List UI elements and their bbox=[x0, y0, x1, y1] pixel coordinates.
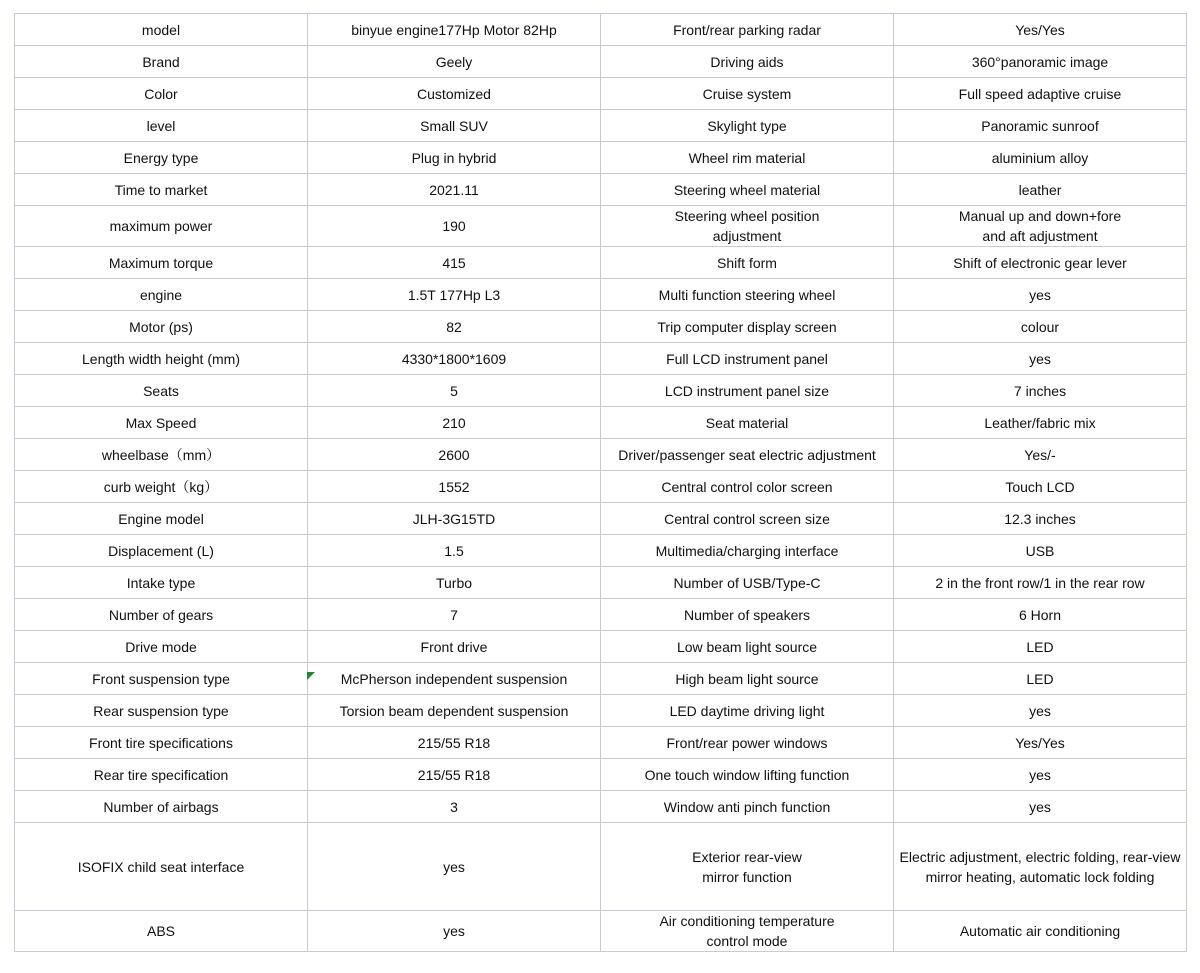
spec-value: LED bbox=[894, 663, 1187, 695]
spec-label: Driving aids bbox=[601, 46, 894, 78]
spec-label: Central control color screen bbox=[601, 471, 894, 503]
spec-label: LED daytime driving light bbox=[601, 695, 894, 727]
table-row bbox=[15, 311, 1187, 343]
spec-label: Time to market bbox=[15, 174, 308, 206]
spec-value: Customized bbox=[308, 78, 601, 110]
spec-value: Automatic air conditioning bbox=[894, 911, 1187, 952]
spec-value: yes bbox=[894, 695, 1187, 727]
spec-value: Touch LCD bbox=[894, 471, 1187, 503]
spec-value: Small SUV bbox=[308, 110, 601, 142]
table-row bbox=[15, 110, 1187, 142]
spec-value: Electric adjustment, electric folding, rear-view mirror heating, automatic lock folding bbox=[894, 823, 1187, 911]
spec-value: 1552 bbox=[308, 471, 601, 503]
spec-value: yes bbox=[894, 791, 1187, 823]
spec-label: Number of USB/Type-C bbox=[601, 567, 894, 599]
spec-value: Shift of electronic gear lever bbox=[894, 247, 1187, 279]
spec-label: Multimedia/charging interface bbox=[601, 535, 894, 567]
spec-label: Engine model bbox=[15, 503, 308, 535]
spec-label: Displacement (L) bbox=[15, 535, 308, 567]
table-row bbox=[15, 142, 1187, 174]
spec-value: 215/55 R18 bbox=[308, 727, 601, 759]
spec-label: Maximum torque bbox=[15, 247, 308, 279]
spec-label: curb weight（kg） bbox=[15, 471, 308, 503]
spec-label: Front tire specifications bbox=[15, 727, 308, 759]
spec-value: Yes/Yes bbox=[894, 14, 1187, 46]
spec-label: Number of speakers bbox=[601, 599, 894, 631]
spec-label: Seats bbox=[15, 375, 308, 407]
spec-value: 415 bbox=[308, 247, 601, 279]
table-row bbox=[15, 727, 1187, 759]
spec-label: High beam light source bbox=[601, 663, 894, 695]
spec-value: LED bbox=[894, 631, 1187, 663]
spec-value: binyue engine177Hp Motor 82Hp bbox=[308, 14, 601, 46]
spec-label: Cruise system bbox=[601, 78, 894, 110]
spec-label: Skylight type bbox=[601, 110, 894, 142]
spec-label: Front suspension type bbox=[15, 663, 308, 695]
table-row bbox=[15, 174, 1187, 206]
table-row bbox=[15, 375, 1187, 407]
spec-label: Front/rear power windows bbox=[601, 727, 894, 759]
spec-label: Steering wheel position adjustment bbox=[601, 206, 894, 247]
spec-value: McPherson independent suspension bbox=[308, 663, 601, 695]
spec-label: Number of airbags bbox=[15, 791, 308, 823]
spec-label: Full LCD instrument panel bbox=[601, 343, 894, 375]
spec-label: Window anti pinch function bbox=[601, 791, 894, 823]
spec-value: 5 bbox=[308, 375, 601, 407]
table-row bbox=[15, 247, 1187, 279]
spec-value: aluminium alloy bbox=[894, 142, 1187, 174]
spec-label: LCD instrument panel size bbox=[601, 375, 894, 407]
spec-value: Yes/- bbox=[894, 439, 1187, 471]
spec-value: Leather/fabric mix bbox=[894, 407, 1187, 439]
table-row bbox=[15, 663, 1187, 695]
spec-label: Motor (ps) bbox=[15, 311, 308, 343]
spec-label: One touch window lifting function bbox=[601, 759, 894, 791]
comment-marker-icon bbox=[307, 672, 315, 680]
table-row bbox=[15, 503, 1187, 535]
table-row bbox=[15, 599, 1187, 631]
spec-label: Rear tire specification bbox=[15, 759, 308, 791]
spec-value: 6 Horn bbox=[894, 599, 1187, 631]
spec-label: level bbox=[15, 110, 308, 142]
spec-label: Seat material bbox=[601, 407, 894, 439]
spec-label: Energy type bbox=[15, 142, 308, 174]
table-row bbox=[15, 911, 1187, 952]
spec-label: ABS bbox=[15, 911, 308, 952]
table-row bbox=[15, 439, 1187, 471]
spec-value: 2 in the front row/1 in the rear row bbox=[894, 567, 1187, 599]
spec-value: 215/55 R18 bbox=[308, 759, 601, 791]
spec-value: 7 bbox=[308, 599, 601, 631]
spec-value: 4330*1800*1609 bbox=[308, 343, 601, 375]
spec-label: Intake type bbox=[15, 567, 308, 599]
table-row bbox=[15, 279, 1187, 311]
spec-value: colour bbox=[894, 311, 1187, 343]
spec-value: 2021.11 bbox=[308, 174, 601, 206]
table-row bbox=[15, 567, 1187, 599]
spec-label: Max Speed bbox=[15, 407, 308, 439]
table-row bbox=[15, 759, 1187, 791]
spec-value: Manual up and down+fore and aft adjustment bbox=[894, 206, 1187, 247]
spec-value: yes bbox=[894, 279, 1187, 311]
spec-value: Front drive bbox=[308, 631, 601, 663]
spec-value: USB bbox=[894, 535, 1187, 567]
spec-label: Brand bbox=[15, 46, 308, 78]
spec-value: 2600 bbox=[308, 439, 601, 471]
spec-value: Plug in hybrid bbox=[308, 142, 601, 174]
spec-label: Shift form bbox=[601, 247, 894, 279]
spec-value: Full speed adaptive cruise bbox=[894, 78, 1187, 110]
spec-value: Geely bbox=[308, 46, 601, 78]
table-row bbox=[15, 535, 1187, 567]
spec-label: Air conditioning temperature control mode bbox=[601, 911, 894, 952]
table-row bbox=[15, 407, 1187, 439]
spec-value: 210 bbox=[308, 407, 601, 439]
spec-label: Drive mode bbox=[15, 631, 308, 663]
table-row bbox=[15, 823, 1187, 911]
table-row bbox=[15, 343, 1187, 375]
spec-label: Number of gears bbox=[15, 599, 308, 631]
spec-value: yes bbox=[894, 343, 1187, 375]
spec-value: 190 bbox=[308, 206, 601, 247]
spec-label: Driver/passenger seat electric adjustment bbox=[601, 439, 894, 471]
spec-label: Color bbox=[15, 78, 308, 110]
table-row bbox=[15, 791, 1187, 823]
spec-value: 7 inches bbox=[894, 375, 1187, 407]
spec-value: Turbo bbox=[308, 567, 601, 599]
spec-label: wheelbase（mm） bbox=[15, 439, 308, 471]
spec-table-body bbox=[15, 14, 1187, 952]
table-row bbox=[15, 14, 1187, 46]
spec-label: model bbox=[15, 14, 308, 46]
spec-value: 12.3 inches bbox=[894, 503, 1187, 535]
spec-value: leather bbox=[894, 174, 1187, 206]
table-row bbox=[15, 695, 1187, 727]
spec-label: Exterior rear-view mirror function bbox=[601, 823, 894, 911]
table-row bbox=[15, 631, 1187, 663]
spec-label: Steering wheel material bbox=[601, 174, 894, 206]
spec-label: Rear suspension type bbox=[15, 695, 308, 727]
spec-label: ISOFIX child seat interface bbox=[15, 823, 308, 911]
spec-label: Length width height (mm) bbox=[15, 343, 308, 375]
spec-value: JLH-3G15TD bbox=[308, 503, 601, 535]
table-row bbox=[15, 206, 1187, 247]
table-row bbox=[15, 46, 1187, 78]
spec-label: Front/rear parking radar bbox=[601, 14, 894, 46]
spec-value: yes bbox=[308, 911, 601, 952]
spec-value: 1.5T 177Hp L3 bbox=[308, 279, 601, 311]
spec-value: 3 bbox=[308, 791, 601, 823]
spec-value: 360°panoramic image bbox=[894, 46, 1187, 78]
spec-value: 82 bbox=[308, 311, 601, 343]
spec-label: engine bbox=[15, 279, 308, 311]
table-row bbox=[15, 471, 1187, 503]
spec-label: maximum power bbox=[15, 206, 308, 247]
spec-value: Yes/Yes bbox=[894, 727, 1187, 759]
spec-label: Multi function steering wheel bbox=[601, 279, 894, 311]
spec-value: yes bbox=[894, 759, 1187, 791]
spec-label: Low beam light source bbox=[601, 631, 894, 663]
spec-table bbox=[14, 13, 1187, 952]
spec-label: Trip computer display screen bbox=[601, 311, 894, 343]
spec-value: Torsion beam dependent suspension bbox=[308, 695, 601, 727]
spec-label: Wheel rim material bbox=[601, 142, 894, 174]
table-row bbox=[15, 78, 1187, 110]
spec-value: 1.5 bbox=[308, 535, 601, 567]
spec-value: yes bbox=[308, 823, 601, 911]
spec-value: Panoramic sunroof bbox=[894, 110, 1187, 142]
spec-label: Central control screen size bbox=[601, 503, 894, 535]
